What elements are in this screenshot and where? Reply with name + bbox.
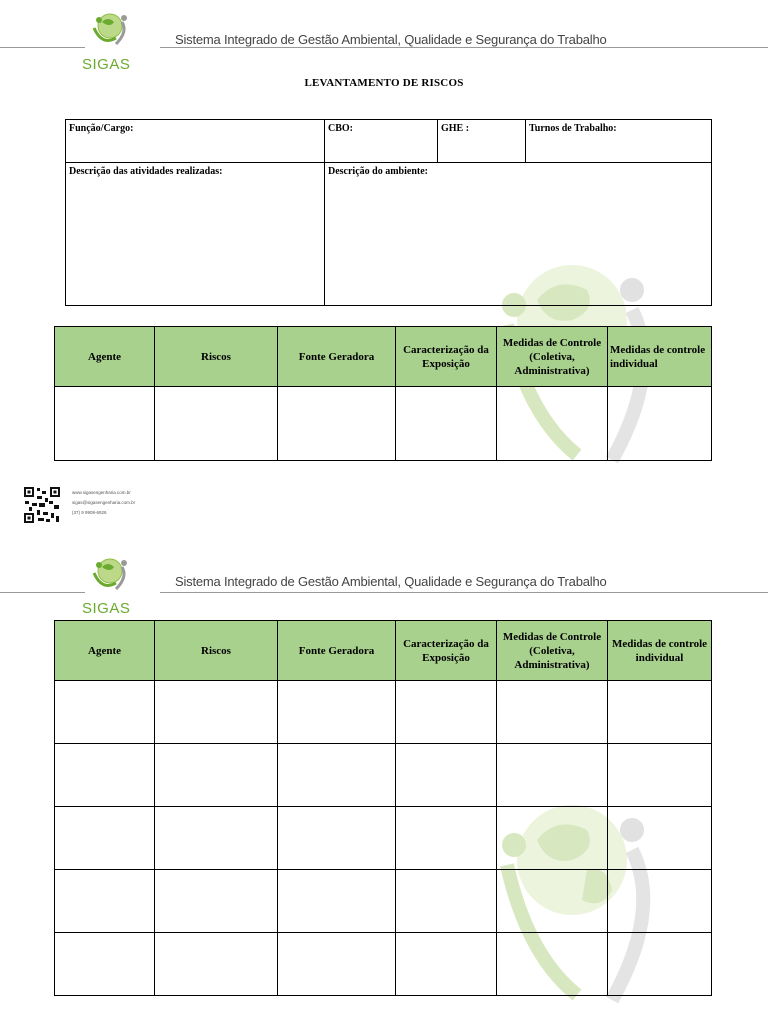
col-medidas-individual: Medidas de controle individual — [608, 327, 712, 387]
footer-phone: (37) 9 9908-6926 — [72, 510, 107, 515]
table-cell[interactable] — [396, 807, 497, 870]
table-row — [55, 807, 712, 870]
funcao-cargo-field[interactable] — [66, 120, 325, 163]
risk-table — [54, 326, 712, 461]
header-rule-right — [160, 47, 768, 48]
ghe-label: GHE : — [441, 123, 470, 134]
header-rule-left — [0, 47, 85, 48]
table-cell[interactable] — [155, 870, 278, 933]
table-cell[interactable] — [278, 681, 396, 744]
table-cell[interactable] — [155, 681, 278, 744]
qr-code-icon — [23, 486, 61, 524]
table-cell[interactable] — [55, 744, 155, 807]
table-cell[interactable] — [396, 387, 497, 461]
table-cell[interactable] — [278, 387, 396, 461]
table-cell[interactable] — [396, 870, 497, 933]
turnos-field[interactable] — [526, 120, 712, 163]
funcao-label: Função/Cargo: — [69, 123, 134, 134]
turnos-label: Turnos de Trabalho: — [529, 123, 617, 134]
table-cell[interactable] — [155, 387, 278, 461]
col-agente: Agente — [55, 621, 155, 681]
table-cell[interactable] — [55, 681, 155, 744]
descricao-ambiente-label: Descrição do ambiente: — [328, 166, 428, 177]
table-cell[interactable] — [155, 744, 278, 807]
table-cell[interactable] — [608, 744, 712, 807]
table-cell[interactable] — [278, 744, 396, 807]
col-caracterizacao: Caracterização da Exposição — [396, 621, 497, 681]
descricao-ambiente-field[interactable] — [325, 163, 712, 306]
footer-contacts — [72, 488, 135, 518]
table-cell[interactable] — [608, 387, 712, 461]
table-row — [55, 744, 712, 807]
table-cell[interactable] — [155, 807, 278, 870]
header-title: Sistema Integrado de Gestão Ambiental, Qualidade e Segurança do Trabalho — [175, 32, 607, 47]
col-medidas-individual: Medidas de controle individual — [608, 621, 712, 681]
risk-table-page2 — [54, 620, 712, 996]
table-cell[interactable] — [155, 933, 278, 996]
table-cell[interactable] — [497, 933, 608, 996]
document-title: LEVANTAMENTO DE RISCOS — [304, 77, 464, 89]
col-riscos: Riscos — [155, 621, 278, 681]
logo-text: SIGAS — [82, 600, 131, 617]
cbo-field[interactable] — [325, 120, 438, 163]
table-cell[interactable] — [497, 744, 608, 807]
table-cell[interactable] — [497, 870, 608, 933]
table-row — [55, 933, 712, 996]
table-row — [55, 387, 712, 461]
table-cell[interactable] — [278, 933, 396, 996]
sigas-logo-icon — [88, 8, 148, 56]
col-medidas-coletiva: Medidas de Controle (Coletiva, Administrativa) — [497, 621, 608, 681]
table-cell[interactable] — [278, 807, 396, 870]
table-cell[interactable] — [278, 870, 396, 933]
header-title: Sistema Integrado de Gestão Ambiental, Qualidade e Segurança do Trabalho — [175, 574, 607, 589]
col-agente: Agente — [55, 327, 155, 387]
header-rule-left — [0, 592, 85, 593]
table-row — [55, 681, 712, 744]
descricao-atividades-label: Descrição das atividades realizadas: — [69, 166, 223, 177]
logo-text: SIGAS — [82, 56, 131, 73]
table-cell[interactable] — [396, 933, 497, 996]
footer-website[interactable]: www.sigasengenharia.com.br — [72, 490, 131, 495]
table-cell[interactable] — [55, 807, 155, 870]
table-cell[interactable] — [608, 870, 712, 933]
col-riscos: Riscos — [155, 327, 278, 387]
cbo-label: CBO: — [328, 123, 353, 134]
table-cell[interactable] — [396, 744, 497, 807]
ghe-field[interactable] — [438, 120, 526, 163]
col-caracterizacao: Caracterização da Exposição — [396, 327, 497, 387]
sigas-logo-icon — [88, 553, 148, 601]
col-fonte-geradora: Fonte Geradora — [278, 621, 396, 681]
table-cell[interactable] — [55, 933, 155, 996]
header-rule-right — [160, 592, 768, 593]
table-cell[interactable] — [497, 681, 608, 744]
footer-email[interactable]: sigas@sigasengenharia.com.br — [72, 500, 136, 505]
job-info-table — [65, 119, 712, 306]
table-cell[interactable] — [608, 933, 712, 996]
table-cell[interactable] — [55, 387, 155, 461]
table-cell[interactable] — [55, 870, 155, 933]
table-cell[interactable] — [497, 807, 608, 870]
table-cell[interactable] — [396, 681, 497, 744]
descricao-atividades-field[interactable] — [66, 163, 325, 306]
table-row — [55, 870, 712, 933]
table-cell[interactable] — [497, 387, 608, 461]
col-fonte-geradora: Fonte Geradora — [278, 327, 396, 387]
table-cell[interactable] — [608, 807, 712, 870]
col-medidas-coletiva: Medidas de Controle (Coletiva, Administrativa) — [497, 327, 608, 387]
table-cell[interactable] — [608, 681, 712, 744]
